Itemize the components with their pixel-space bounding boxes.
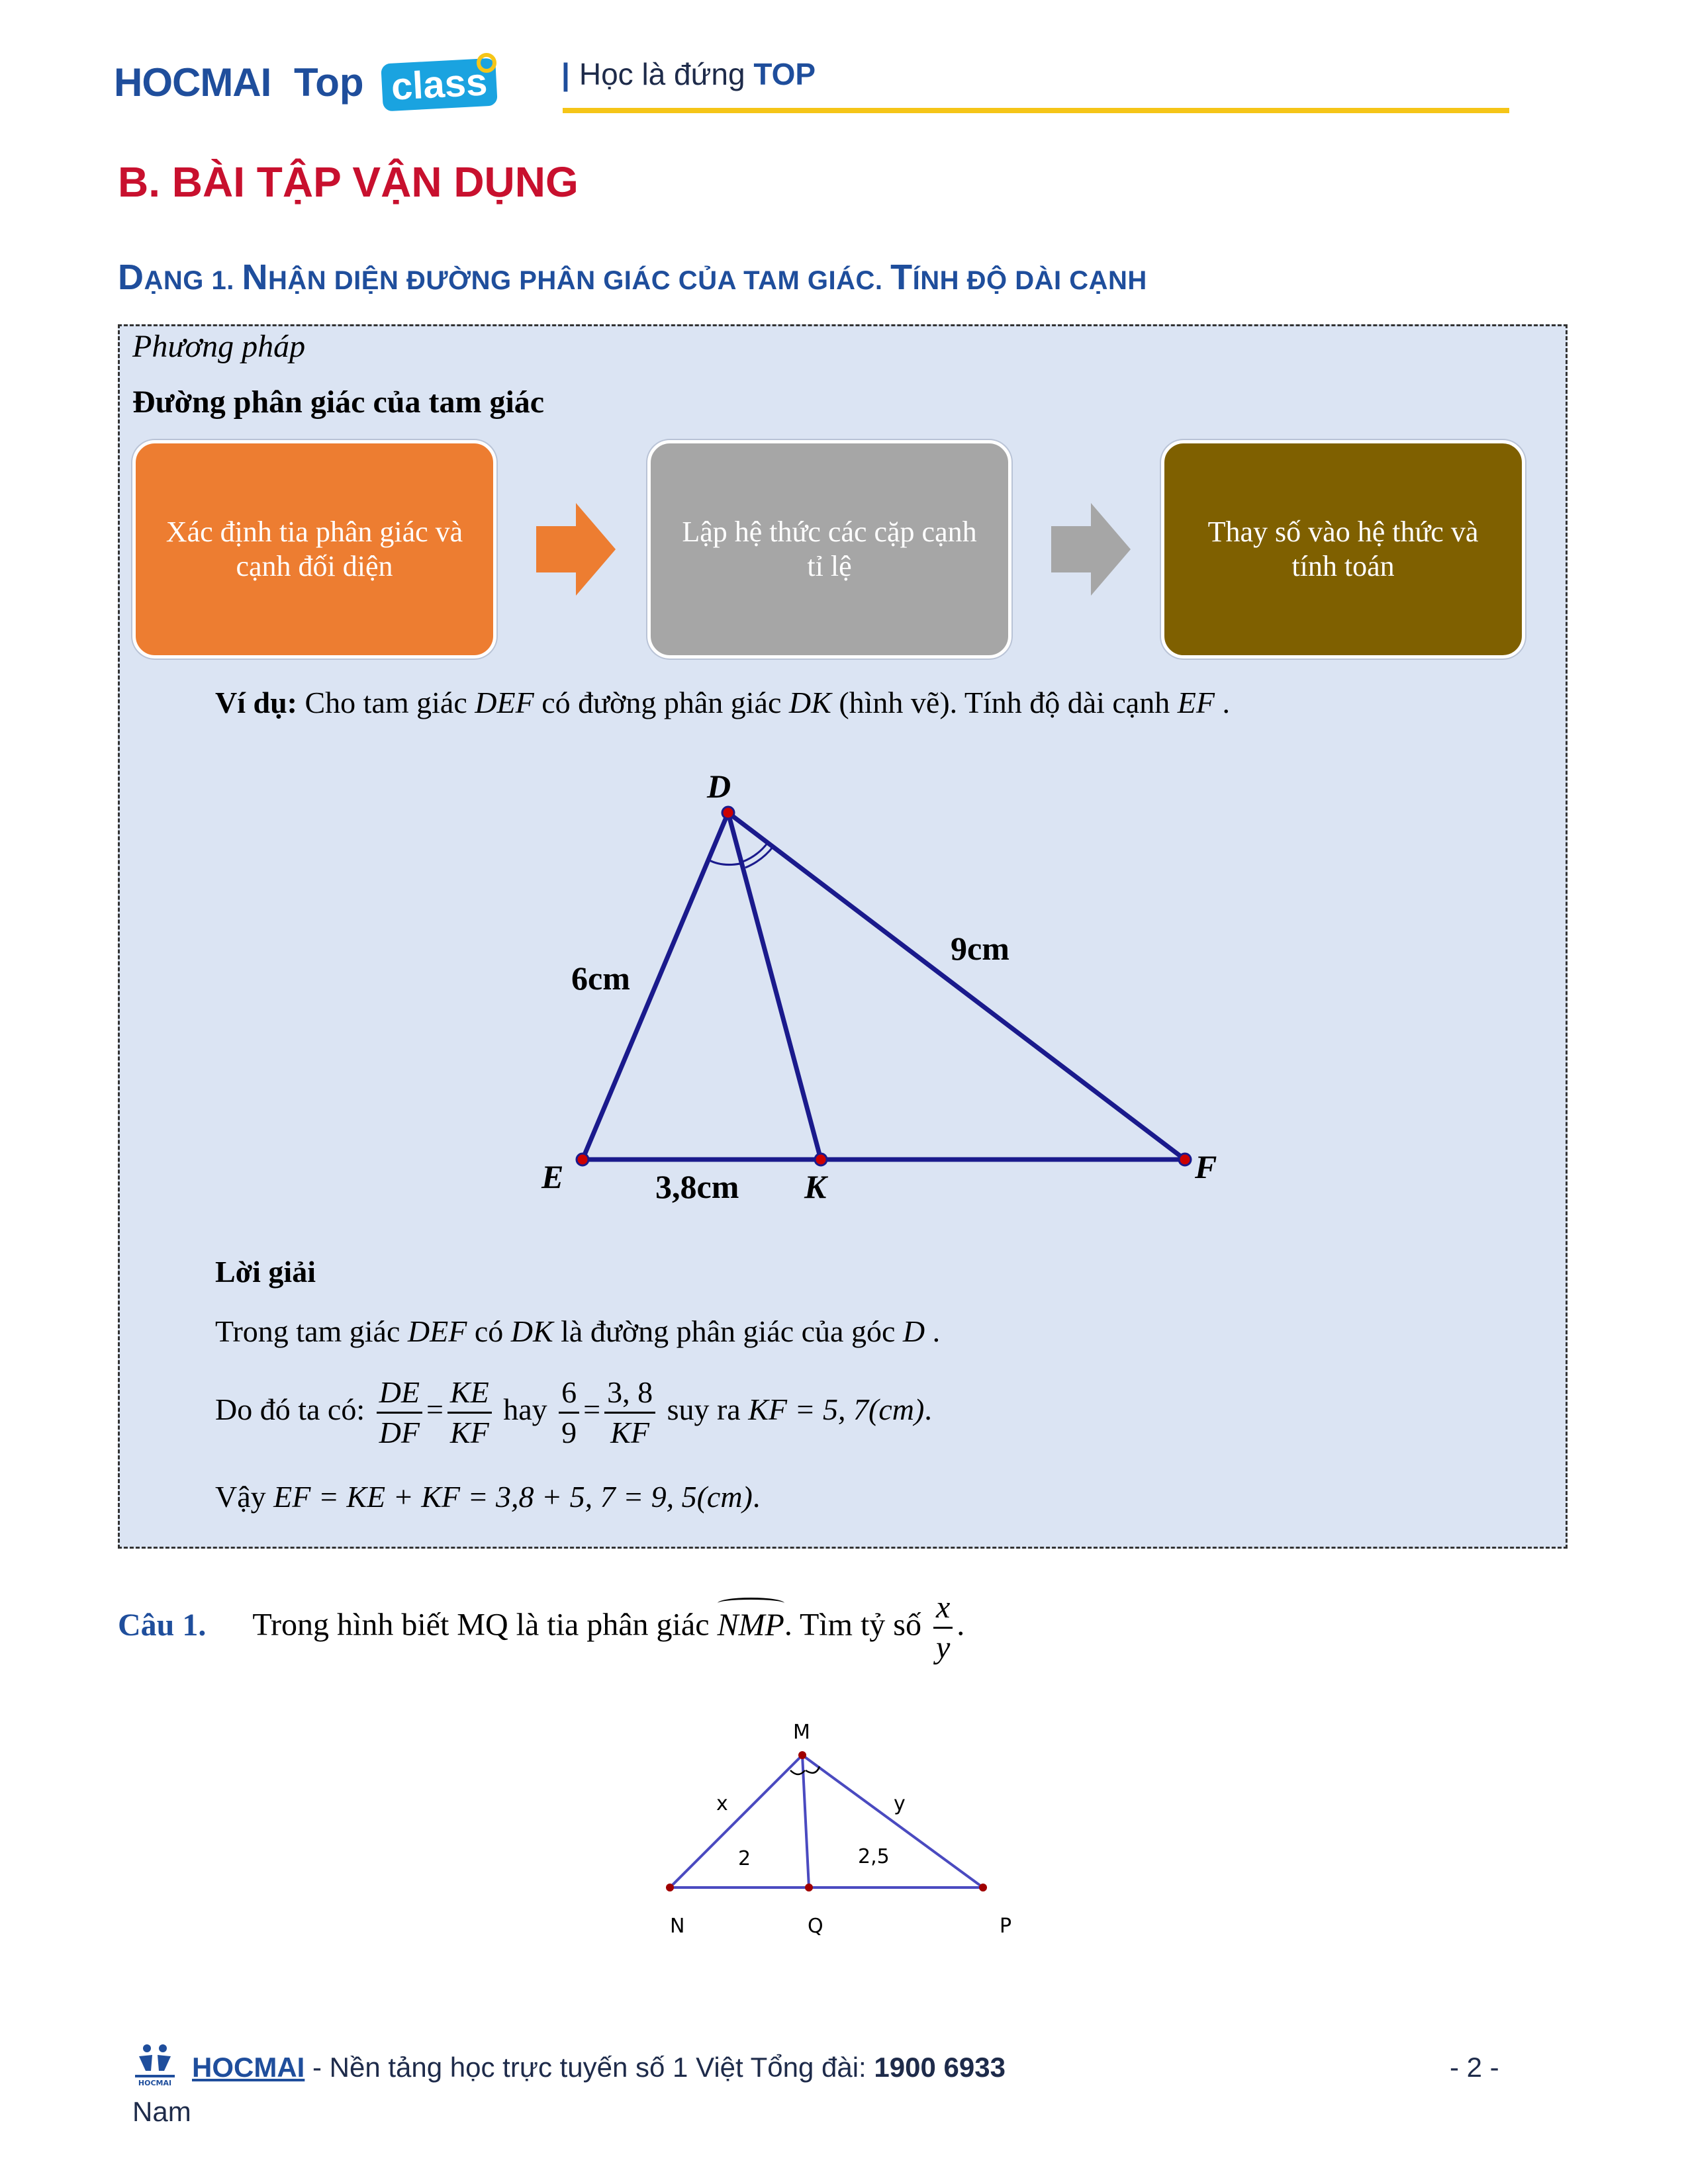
footer-brand-link[interactable]: HOCMAI: [192, 2052, 305, 2083]
math-var: DK: [510, 1314, 553, 1348]
flow-step-1-text: Xác định tia phân giác và cạnh đối diện: [165, 516, 463, 582]
point-d: [722, 807, 734, 819]
fraction-numerator: DE: [377, 1373, 422, 1414]
math-var: DEF: [407, 1314, 467, 1348]
bisector-mq: [802, 1755, 809, 1888]
hocmai-footer-logo-icon: [132, 2042, 177, 2088]
question-text: . Tìm tỷ số: [784, 1607, 929, 1643]
figure-mnp-labels: [670, 1721, 1011, 1938]
arrow-right-icon: [536, 503, 616, 596]
hotline-label: Tổng đài:: [750, 2052, 874, 2083]
edge-mp: [802, 1755, 983, 1888]
topic-title-cap-3: T: [890, 257, 913, 297]
label-p: P: [1000, 1915, 1012, 1938]
example-statement: [215, 685, 1230, 720]
tagline-emphasis: TOP: [753, 57, 816, 91]
angle-hat: [718, 1598, 784, 1609]
topic-title-part-1: ẠNG 1.: [144, 266, 242, 295]
math-var: EF: [1177, 686, 1215, 719]
footer: [192, 2052, 1006, 2083]
triangle-def-figure: [503, 758, 1297, 1234]
logo-top-word: Top: [294, 60, 364, 105]
label-q: Q: [808, 1915, 823, 1938]
flow-step-2: [647, 440, 1011, 659]
fraction-denominator: y: [935, 1630, 951, 1665]
fraction-ke-kf: [447, 1373, 492, 1452]
angle-label: NMP: [717, 1607, 784, 1643]
figure-head-left: [143, 2044, 151, 2052]
topic-title-part-2: HẬN DIỆN ĐƯỜNG PHÂN GIÁC CỦA TAM GIÁC.: [267, 266, 891, 295]
footer-logo-text: HOCMAI: [138, 2079, 172, 2087]
example-text: .: [1214, 686, 1230, 719]
label-ek-length: 3,8cm: [655, 1168, 739, 1205]
footer-logo-bar: [135, 2075, 175, 2077]
footer-line-2: Nam: [132, 2096, 191, 2127]
solution-title: Lời giải: [215, 1255, 316, 1289]
fraction-denominator: KF: [610, 1416, 649, 1449]
angle-marks-mnp: [790, 1766, 820, 1774]
example-text: có đường phân giác: [534, 686, 789, 719]
solution-text: suy ra: [667, 1392, 749, 1427]
solution-line-1: [215, 1314, 940, 1349]
label-x: x: [716, 1792, 728, 1815]
label-e: E: [541, 1158, 564, 1195]
sun-icon: [477, 53, 496, 73]
example-label: Ví dụ:: [215, 686, 297, 719]
flow-step-2-text: Lập hệ thức các cặp cạnh tỉ lệ: [682, 516, 977, 582]
angle-arc-3: [745, 846, 773, 868]
bisector-dk: [728, 813, 821, 1160]
fraction-denominator: DF: [379, 1416, 420, 1449]
example-text: Cho tam giác: [297, 686, 475, 719]
logo-class-badge: class: [381, 58, 498, 112]
logo-brand: HOCMAI: [114, 60, 271, 105]
hocmai-topclass-logo: [114, 53, 511, 119]
fraction-x-y: [933, 1588, 953, 1667]
solution-expression: EF = KE + KF = 3,8 + 5, 7 = 9, 5(cm): [273, 1480, 753, 1514]
flow-step-3: [1161, 440, 1525, 659]
label-d: D: [707, 768, 731, 805]
equals-sign: =: [583, 1392, 601, 1427]
solution-text: hay: [503, 1392, 555, 1427]
figure-head-right: [159, 2044, 167, 2052]
triangle-mnp-figure: [649, 1704, 1046, 1942]
edge-df: [728, 813, 1185, 1160]
solution-text: là đường phân giác của góc: [553, 1314, 903, 1348]
triangle-edges: [583, 813, 1185, 1160]
solution-line-2: [215, 1373, 932, 1449]
solution-text: có: [467, 1314, 511, 1348]
solution-text: .: [924, 1392, 932, 1427]
solution-text: Do đó ta có:: [215, 1392, 373, 1427]
page-number: - 2 -: [1450, 2052, 1499, 2083]
footer-logo-figures: [135, 2044, 175, 2077]
math-var: D: [902, 1314, 925, 1348]
fraction-de-df: [377, 1373, 422, 1452]
fraction-denominator: 9: [561, 1416, 577, 1449]
hotline-number: 1900 6933: [874, 2052, 1006, 2083]
topic-title-cap-2: N: [242, 257, 268, 297]
tagline-text: Học là đứng: [579, 57, 754, 91]
topic-title: [118, 257, 1147, 298]
math-var: DK: [788, 686, 831, 719]
fraction-numerator: 6: [559, 1373, 579, 1414]
point-e: [577, 1154, 588, 1165]
section-title: B. BÀI TẬP VẬN DỤNG: [118, 158, 579, 206]
question-text: .: [957, 1607, 965, 1643]
arrow-1-shape: [536, 503, 616, 596]
example-text: (hình vẽ). Tính độ dài cạnh: [831, 686, 1178, 719]
solution-text: Vậy: [215, 1480, 274, 1514]
label-k: K: [804, 1168, 827, 1205]
fraction-numerator: KE: [447, 1373, 492, 1414]
tagline: [561, 56, 816, 92]
question-text: Trong hình biết MQ là tia phân giác: [252, 1607, 718, 1643]
flow-step-1: [132, 440, 496, 659]
figure-labels: [541, 768, 1217, 1205]
solution-line-3: [215, 1479, 760, 1514]
figure-body-right: [158, 2055, 171, 2071]
footer-text: - Nền tảng học trực tuyến số 1 Việt: [305, 2052, 751, 2083]
point-f: [1179, 1154, 1191, 1165]
fraction-denominator: KF: [449, 1416, 489, 1449]
topic-title-cap-1: D: [118, 257, 144, 297]
arrow-right-icon: [1051, 503, 1131, 596]
point-m: [798, 1751, 806, 1759]
point-p: [979, 1884, 987, 1891]
label-qp: 2,5: [858, 1845, 890, 1868]
flow-step-3-text: Thay số vào hệ thức và tính toán: [1207, 516, 1479, 582]
label-m: M: [793, 1721, 810, 1744]
fraction-numerator: x: [933, 1588, 953, 1629]
label-y: y: [894, 1792, 906, 1815]
label-de-length: 6cm: [571, 960, 630, 997]
separator: |: [561, 57, 570, 91]
equals-sign: =: [426, 1392, 444, 1427]
fraction-numerator: 3, 8: [604, 1373, 655, 1414]
question-label: Câu 1.: [118, 1607, 207, 1643]
figure-body-left: [139, 2055, 152, 2071]
method-heading: Đường phân giác của tam giác: [132, 385, 545, 420]
solution-text: .: [752, 1480, 761, 1514]
triangle-mnp-edges: [670, 1755, 983, 1888]
arrow-2-shape: [1051, 503, 1131, 596]
label-n: N: [670, 1915, 685, 1938]
angle-arc-2: [743, 842, 768, 862]
label-nq: 2: [738, 1847, 751, 1870]
question-1: [118, 1588, 964, 1667]
vertices: [577, 807, 1191, 1165]
angle-arc-1: [708, 860, 740, 865]
label-f: F: [1195, 1148, 1217, 1185]
label-df-length: 9cm: [951, 930, 1009, 967]
fraction-38-kf: [604, 1373, 655, 1452]
point-k: [815, 1154, 827, 1165]
math-var: DEF: [475, 686, 534, 719]
point-q: [805, 1884, 813, 1891]
header-divider: [563, 108, 1509, 113]
fraction-6-9: [559, 1373, 579, 1452]
method-label: Phương pháp: [132, 329, 306, 364]
solution-text: .: [925, 1314, 941, 1348]
topic-title-part-3: ÍNH ĐỘ DÀI CẠNH: [912, 266, 1147, 295]
point-n: [666, 1884, 674, 1891]
edge-mn: [670, 1755, 802, 1888]
angle-nmp: [718, 1607, 784, 1643]
solution-result: KF = 5, 7(cm): [748, 1392, 925, 1427]
solution-text: Trong tam giác: [215, 1314, 408, 1348]
